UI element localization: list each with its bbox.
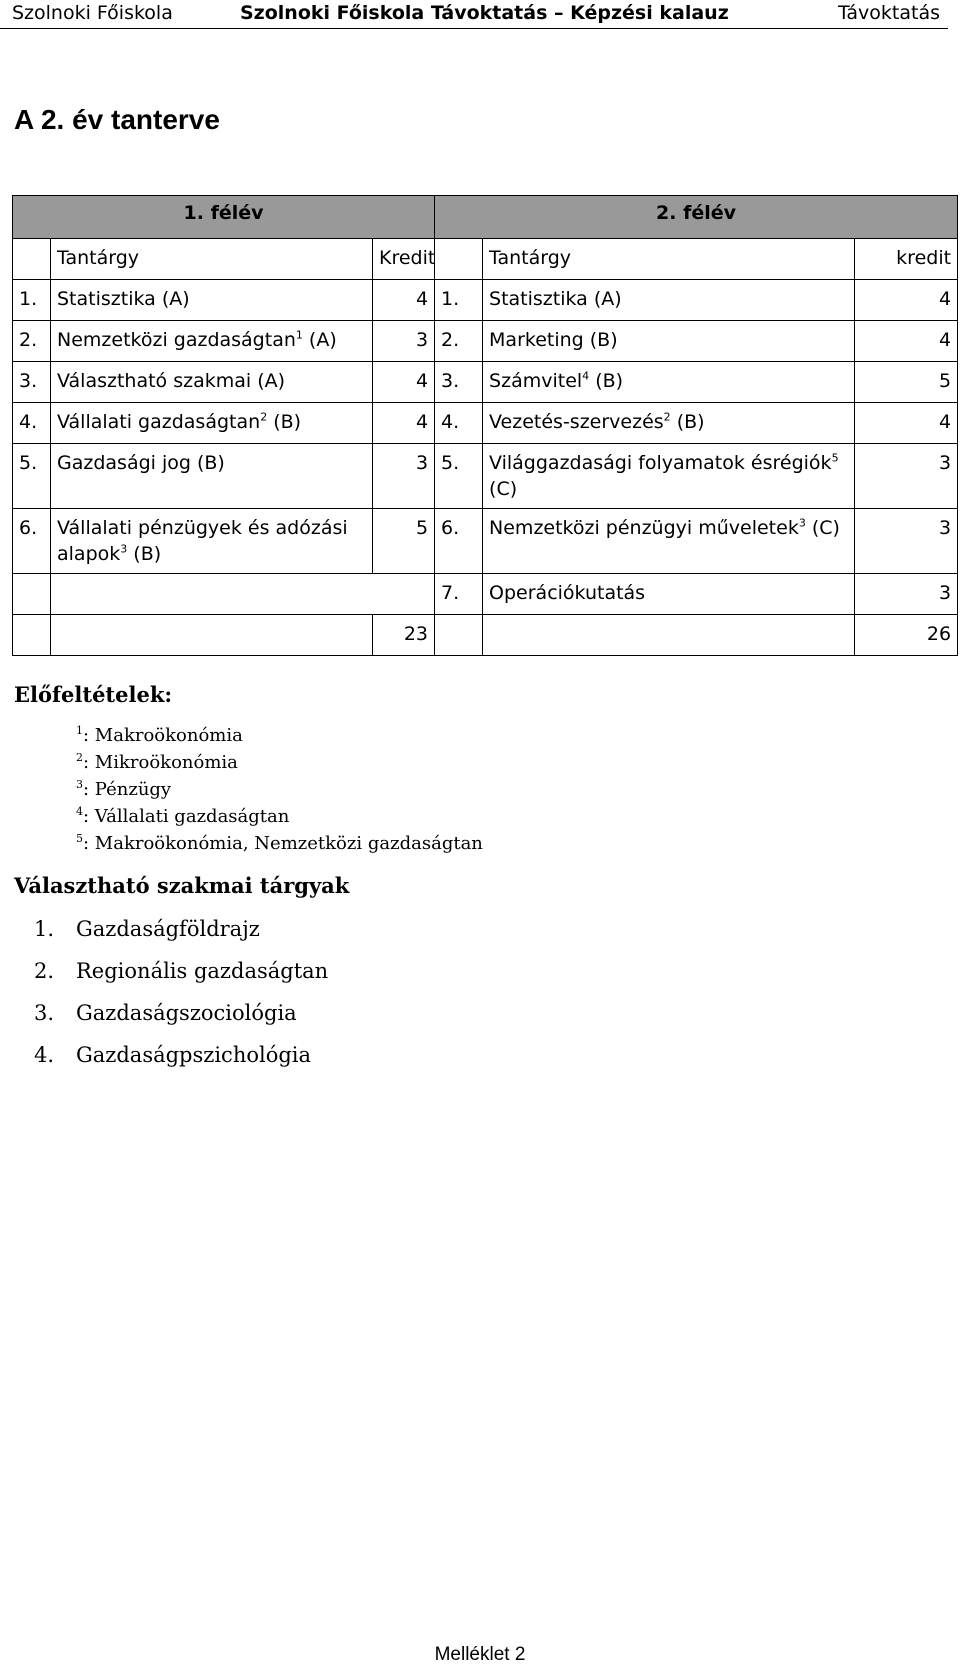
- header-right: Távoktatás: [837, 2, 940, 24]
- subject-cell: [51, 321, 373, 362]
- subject-cell: [483, 574, 855, 615]
- subject-name: Vállalati gazdaságtan: [57, 411, 261, 433]
- col-subject-1: Tantárgy: [51, 239, 373, 280]
- row-number: 3.: [435, 362, 483, 403]
- subject-name: Világgazdasági folyamatok ésrégiók: [489, 452, 832, 474]
- prerequisite-item: [76, 776, 483, 803]
- prerequisite-text: : Pénzügy: [83, 779, 172, 800]
- credit-cell: 4: [373, 403, 435, 444]
- col-credit-2: kredit: [855, 239, 958, 280]
- credit-cell: 4: [855, 321, 958, 362]
- subject-category: (B): [670, 411, 705, 433]
- list-item: [34, 908, 328, 950]
- credit-cell: 3: [855, 509, 958, 574]
- credit-cell: 3: [855, 444, 958, 509]
- list-item: [34, 950, 328, 992]
- credit-cell: 5: [373, 509, 435, 574]
- list-item: [34, 1034, 328, 1076]
- empty-cell: [13, 239, 51, 280]
- prerequisites-list: [76, 722, 483, 857]
- elective-name: Gazdaságszociológia: [76, 1001, 297, 1025]
- table-row: [13, 362, 958, 403]
- prerequisite-mark: 3: [120, 542, 128, 556]
- subject-cell: [483, 403, 855, 444]
- subject-category: (C): [489, 478, 518, 500]
- page-footer: Melléklet 2: [434, 1644, 526, 1665]
- subject-cell: [51, 509, 373, 574]
- subject-name: Vezetés-szervezés: [489, 411, 664, 433]
- electives-title: Választható szakmai tárgyak: [14, 873, 350, 898]
- row-number: 3.: [13, 362, 51, 403]
- list-number: 2.: [34, 959, 55, 983]
- subject-cell: [483, 280, 855, 321]
- prerequisite-mark: 2: [663, 410, 671, 424]
- prerequisite-mark: 4: [76, 805, 83, 818]
- subject-cell: [51, 362, 373, 403]
- row-number: 4.: [435, 403, 483, 444]
- prerequisite-text: : Mikroökonómia: [83, 752, 238, 773]
- subject-cell: [51, 444, 373, 509]
- subject-name: Gazdasági jog (B): [57, 452, 225, 474]
- subject-category: (A): [302, 329, 337, 351]
- row-number: 1.: [13, 280, 51, 321]
- subject-name: Nemzetközi pénzügyi műveletek: [489, 517, 799, 539]
- subject-cell: [483, 444, 855, 509]
- table-row: [13, 280, 958, 321]
- subject-category: (B): [267, 411, 302, 433]
- prerequisite-mark: 5: [831, 451, 839, 465]
- prerequisite-mark: 2: [76, 751, 83, 764]
- row-number: 2.: [13, 321, 51, 362]
- credit-cell: 4: [855, 403, 958, 444]
- semester-2-header: 2. félév: [435, 196, 958, 239]
- subject-name: Számvitel: [489, 370, 583, 392]
- elective-name: Gazdaságföldrajz: [76, 917, 260, 941]
- credit-cell: 5: [855, 362, 958, 403]
- curriculum-table: [12, 195, 958, 656]
- subject-name: Nemzetközi gazdaságtan: [57, 329, 296, 351]
- subject-name: Statisztika (A): [489, 288, 622, 310]
- total-credit-2: 26: [855, 615, 958, 656]
- prerequisite-text: : Makroökonómia, Nemzetközi gazdaságtan: [83, 833, 483, 854]
- total-credit-1: 23: [373, 615, 435, 656]
- prerequisites-title: Előfeltételek:: [14, 682, 173, 707]
- subject-cell: [483, 509, 855, 574]
- prerequisite-mark: 1: [295, 328, 303, 342]
- subject-cell: [51, 574, 373, 615]
- subject-name: Vállalati pénzügyek és adózási alapok: [57, 517, 348, 565]
- prerequisite-mark: 2: [260, 410, 268, 424]
- table-row: [13, 509, 958, 574]
- subject-category: (C): [805, 517, 840, 539]
- prerequisite-text: : Makroökonómia: [83, 725, 243, 746]
- subject-name: Marketing (B): [489, 329, 618, 351]
- prerequisite-mark: 4: [582, 369, 590, 383]
- table-row: [13, 444, 958, 509]
- subject-name: Választható szakmai (A): [57, 370, 286, 392]
- subject-cell: [51, 280, 373, 321]
- empty-cell: [435, 615, 483, 656]
- row-number: 6.: [13, 509, 51, 574]
- prerequisite-item: [76, 722, 483, 749]
- prerequisite-mark: 1: [76, 724, 83, 737]
- empty-cell: [51, 615, 373, 656]
- row-number: 7.: [435, 574, 483, 615]
- row-number: 5.: [435, 444, 483, 509]
- elective-name: Gazdaságpszichológia: [76, 1043, 312, 1067]
- credit-cell: [373, 574, 435, 615]
- credit-cell: 4: [855, 280, 958, 321]
- table-row: [13, 403, 958, 444]
- list-number: 1.: [34, 917, 55, 941]
- subject-category: (B): [589, 370, 624, 392]
- list-number: 4.: [34, 1043, 55, 1067]
- prerequisite-item: [76, 749, 483, 776]
- list-item: [34, 992, 328, 1034]
- credit-cell: 4: [373, 280, 435, 321]
- semester-1-header: 1. félév: [13, 196, 435, 239]
- subject-name: Statisztika (A): [57, 288, 190, 310]
- credit-cell: 3: [855, 574, 958, 615]
- prerequisite-item: [76, 830, 483, 857]
- row-number: 2.: [435, 321, 483, 362]
- credit-cell: 3: [373, 321, 435, 362]
- credit-cell: 3: [373, 444, 435, 509]
- prerequisite-item: [76, 803, 483, 830]
- page-title: A 2. év tanterve: [14, 104, 220, 135]
- row-number: 5.: [13, 444, 51, 509]
- table-row: [13, 574, 958, 615]
- row-number: [13, 574, 51, 615]
- table-row: [13, 321, 958, 362]
- row-number: 6.: [435, 509, 483, 574]
- subject-cell: [483, 362, 855, 403]
- empty-cell: [13, 615, 51, 656]
- header-center: Szolnoki Főiskola Távoktatás – Képzési kalauz: [240, 2, 729, 24]
- empty-cell: [435, 239, 483, 280]
- prerequisite-text: : Vállalati gazdaságtan: [83, 806, 290, 827]
- col-subject-2: Tantárgy: [483, 239, 855, 280]
- page-header: [0, 0, 948, 29]
- credit-cell: 4: [373, 362, 435, 403]
- header-left: Szolnoki Főiskola: [12, 2, 173, 24]
- empty-cell: [483, 615, 855, 656]
- prerequisite-mark: 3: [798, 516, 806, 530]
- row-number: 4.: [13, 403, 51, 444]
- row-number: 1.: [435, 280, 483, 321]
- prerequisite-mark: 3: [76, 778, 83, 791]
- subject-category: (B): [127, 543, 162, 565]
- col-credit-1: Kredit: [373, 239, 435, 280]
- subject-cell: [483, 321, 855, 362]
- subject-cell: [51, 403, 373, 444]
- list-number: 3.: [34, 1001, 55, 1025]
- electives-list: [34, 908, 328, 1076]
- subject-name: Operációkutatás: [489, 582, 646, 604]
- elective-name: Regionális gazdaságtan: [76, 959, 329, 983]
- prerequisite-mark: 5: [76, 832, 83, 845]
